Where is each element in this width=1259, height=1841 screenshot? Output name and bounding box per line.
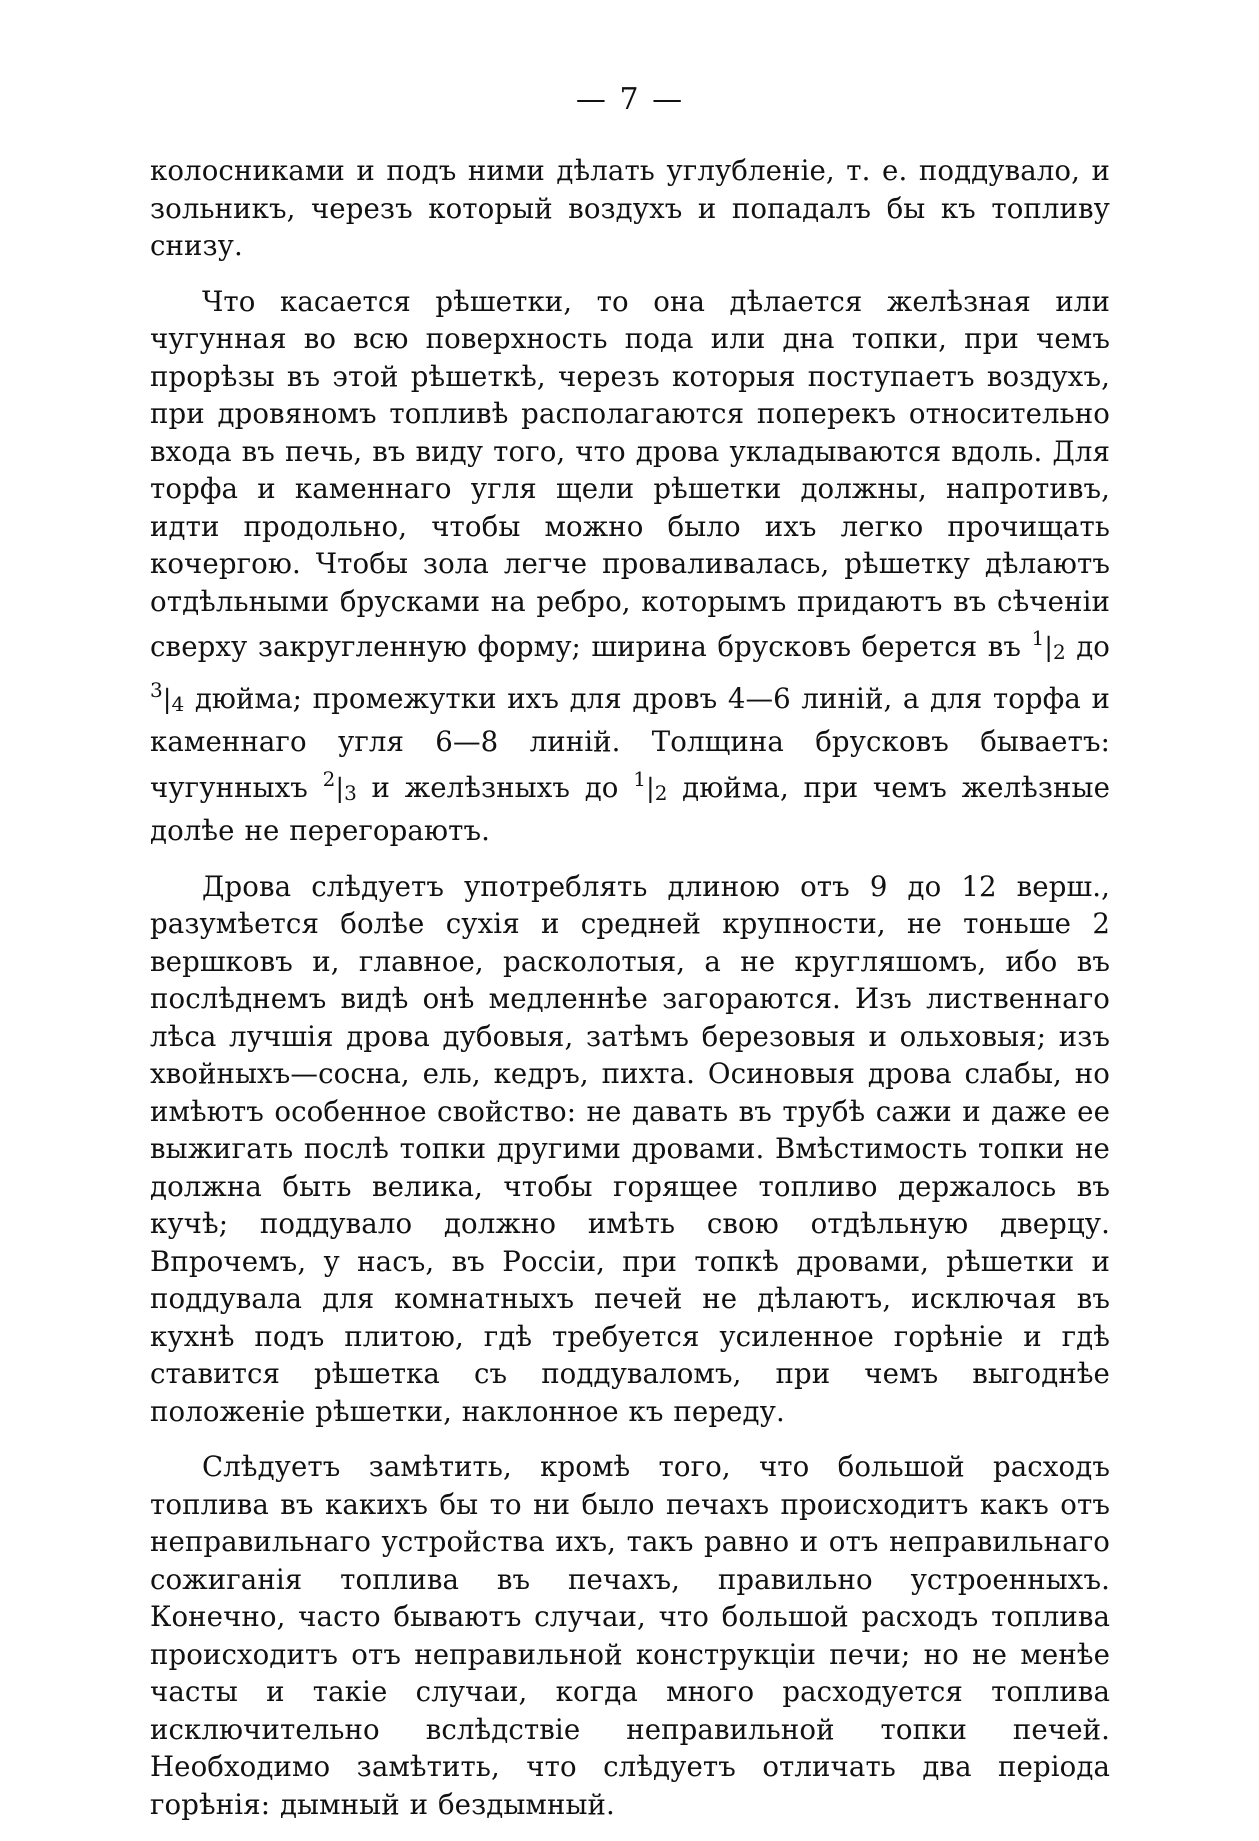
paragraph-text: дюйма, при чемъ желѣзные долѣе не перегораютъ. <box>150 770 1111 847</box>
paragraph-fuel-consumption: Слѣдуетъ замѣтить, кромѣ того, что большой расходъ топлива въ какихъ бы то ни было печахъ происходитъ какъ отъ неправильнаго устройства ихъ, такъ равно и отъ неправильнаго сожиганія топлива въ печахъ, правильно устроенныхъ. Конечно, часто бываютъ случаи, что большой расходъ топлива происходитъ отъ неправильной конструкціи печи; но не менѣе часты и такіе случаи, когда много расходуется топлива исключительно вслѣдствіе неправильной топки печей. Необходимо замѣтить, что слѣдуетъ отличать два періода горѣнія: дымный и бездымный. <box>150 1450 1110 1821</box>
paragraph-firewood: Дрова слѣдуетъ употреблять длиною отъ 9 до 12 верш., разумѣется болѣе сухія и средней крупности, не тоньше 2 вершковъ и, главное, расколотыя, а не кругляшомъ, ибо въ послѣднемъ видѣ онѣ медленнѣе загораются. Изъ лиственнаго лѣса лучшія дрова дубовыя, затѣмъ березовыя и ольховыя; изъ хвойныхъ—сосна, ель, кедръ, пихта. Осиновыя дрова слабы, но имѣютъ особенное свойство: не давать въ трубѣ сажи и даже ее выжигать послѣ топки другими дровами. Вмѣстимость топки не должна быть велика, чтобы горящее топливо держалось въ кучѣ; поддувало должно имѣть свою отдѣльную дверцу. Впрочемъ, у насъ, въ Россіи, при топкѣ дровами, рѣшетки и поддувала для комнатныхъ печей не дѣлаютъ, исключая въ кухнѣ подъ плитою, гдѣ требуется усиленное горѣніе и гдѣ ставится рѣшетка съ поддуваломъ, при чемъ выгоднѣе положеніе рѣшетки, наклонное къ переду. <box>150 869 1110 1428</box>
paragraph-continuation: колосниками и подъ ними дѣлать углубленіе, т. е. поддувало, и зольникъ, черезъ который воздухъ и попадалъ бы къ топливу снизу. <box>150 154 1110 262</box>
paragraph-text: дюйма; промежутки ихъ для дровъ 4—6 линій, а для торфа и каменнаго угля 6—8 линій. Толщина брусковъ бываетъ: чугунныхъ <box>150 681 1111 804</box>
fraction-one-half: 1|2 <box>633 766 668 805</box>
document-page <box>150 80 1110 1841</box>
paragraph-grate <box>150 283 1110 850</box>
paragraph-text: до <box>1076 630 1110 663</box>
paragraph-text: и желѣзныхъ до <box>371 770 619 804</box>
fraction-two-thirds: 2|3 <box>322 766 357 805</box>
fraction-one-half: 1|2 <box>1031 626 1066 664</box>
fraction-three-quarters: 3|4 <box>150 677 185 716</box>
paragraph-text: Что касается рѣшетки, то она дѣлается желѣзная или чугунная во всю поверхность пода или дна топки, при чемъ прорѣзы въ этой рѣшеткѣ, черезъ которыя поступаетъ воздухъ, при дровяномъ топливѣ располагаются поперекъ относительно входа въ печь, въ виду того, что дрова укладываются вдоль. Для торфа и каменнаго угля щели рѣшетки должны, напротивъ, идти продольно, чтобы можно было ихъ легко прочищать кочергою. Чтобы зола легче проваливалась, рѣшетку дѣлаютъ отдѣльными брусками на ребро, которымъ придаютъ въ сѣченіи сверху закругленную форму; ширина брусковъ берется въ <box>150 284 1110 663</box>
page-number: — 7 — <box>575 82 685 117</box>
